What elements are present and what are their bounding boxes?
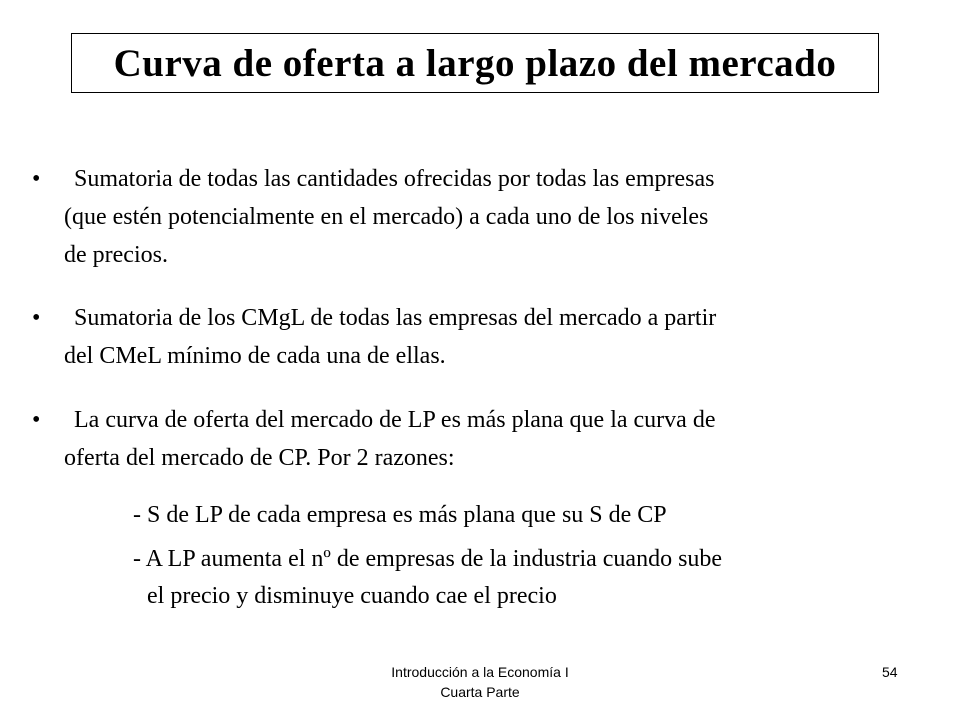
- reason-line: el precio y disminuye cuando cae el precio: [147, 583, 557, 609]
- bullet-line: de precios.: [64, 242, 168, 268]
- footer-section: Cuarta Parte: [440, 684, 520, 700]
- page-number: 54: [882, 664, 898, 680]
- reason-item-1: [133, 497, 667, 534]
- bullet-dot-icon: •: [32, 407, 41, 433]
- slide-footer: [340, 662, 620, 702]
- reason-line: - S de LP de cada empresa es más plana que su S de CP: [133, 502, 667, 528]
- bullet-text: [64, 160, 937, 274]
- bullet-dot-icon: •: [32, 305, 41, 331]
- reason-item-2: [133, 541, 722, 615]
- bullet-text: [64, 299, 937, 375]
- reason-line: - A LP aumenta el nº de empresas de la industria cuando sube: [133, 546, 723, 572]
- footer-course-title: Introducción a la Economía I: [391, 664, 569, 680]
- bullet-line: oferta del mercado de CP. Por 2 razones:: [64, 445, 455, 471]
- bullet-line: (que estén potencialmente en el mercado) a cada uno de los niveles: [64, 204, 709, 230]
- bullet-text: [64, 401, 937, 477]
- bullet-line: La curva de oferta del mercado de LP es más plana que la curva de: [74, 407, 716, 433]
- bullet-line: Sumatoria de los CMgL de todas las empresas del mercado a partir: [74, 305, 717, 331]
- bullet-line: Sumatoria de todas las cantidades ofrecidas por todas las empresas: [74, 166, 715, 192]
- bullet-line: del CMeL mínimo de cada una de ellas.: [64, 343, 446, 369]
- slide-title: Curva de oferta a largo plazo del mercado: [113, 41, 837, 85]
- title-box: [71, 33, 879, 93]
- bullet-dot-icon: •: [32, 166, 41, 192]
